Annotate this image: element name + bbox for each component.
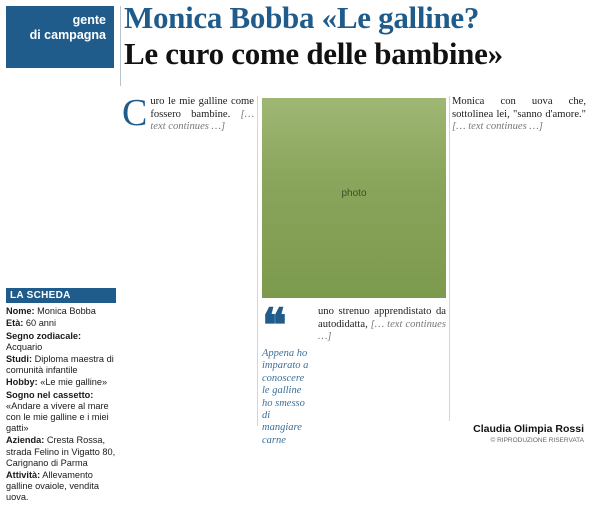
fact-row — [6, 354, 116, 376]
fact-label: Sogno nel cassetto: — [6, 389, 94, 400]
fact-label: Azienda: — [6, 435, 45, 446]
headline — [124, 0, 586, 72]
copyright-notice: © RIPRODUZIONE RISERVATA — [490, 437, 584, 444]
fact-row — [6, 390, 116, 435]
headline-line-2: Le curo come delle bambine» — [124, 36, 503, 71]
fact-row — [6, 331, 116, 353]
article-photo — [262, 98, 446, 298]
headline-line-1: Monica Bobba «Le galline? — [124, 0, 480, 35]
fact-value: «Andare a vivere al mare con le mie galline e i miei gatti» — [6, 400, 109, 434]
fact-label: Nome: — [6, 306, 35, 317]
fact-value: Diploma maestra di comunità infantile — [6, 354, 114, 376]
article-text: Monica con uova che, sottolinea lei, "sanno d'amore." — [452, 96, 586, 120]
quote-icon: ❝ — [262, 300, 287, 351]
fact-row — [6, 377, 116, 388]
fact-row — [6, 470, 116, 504]
pull-quote — [262, 300, 312, 447]
fact-row — [6, 318, 116, 329]
excerpt-note: [… text continues …] — [150, 108, 254, 133]
fact-value: Allevamento galline ovaiole, vendita uova. — [6, 470, 99, 503]
excerpt-note: [… text continues …] — [318, 318, 446, 343]
article-column-3 — [452, 96, 586, 134]
fact-label: Segno zodiacale: — [6, 330, 82, 341]
fact-value: Monica Bobba — [37, 306, 96, 317]
fact-row — [6, 306, 116, 317]
column-divider — [449, 96, 450, 421]
section-rubric — [6, 6, 114, 68]
header-divider — [120, 6, 121, 86]
article-text: uro le mie galline come fossero bambine. — [150, 96, 254, 120]
fact-value: 60 anni — [25, 318, 57, 329]
fact-value: «Le mie galline» — [40, 377, 108, 388]
rubric-line-1: gente — [72, 13, 106, 27]
fact-label: Studi: — [6, 354, 33, 365]
excerpt-note: [… text continues …] — [452, 121, 543, 133]
fact-value: Acquario — [6, 341, 43, 352]
fact-label: Età: — [6, 318, 24, 329]
photo-label: photo — [341, 188, 367, 199]
drop-cap: C — [122, 92, 148, 134]
rubric-line-2: di campagna — [29, 28, 106, 42]
byline: Claudia Olimpia Rossi — [473, 423, 584, 435]
fact-label: Hobby: — [6, 377, 38, 388]
article-column-1 — [122, 92, 254, 134]
fact-label: Attività: — [6, 470, 41, 481]
info-box — [6, 288, 116, 505]
fact-row — [6, 435, 116, 469]
column-divider — [257, 96, 258, 426]
pull-quote-text: Appena ho imparato a conoscere le galline ho smesso di mangiare carne — [262, 348, 309, 446]
fact-value: Cresta Rossa, strada Felino in Vigatto 80, Carignano di Parma — [6, 435, 116, 468]
article-text: uno strenuo apprendistato da autodidatta, — [318, 306, 446, 330]
article-column-2 — [318, 306, 446, 344]
info-box-title: LA SCHEDA — [6, 288, 116, 303]
